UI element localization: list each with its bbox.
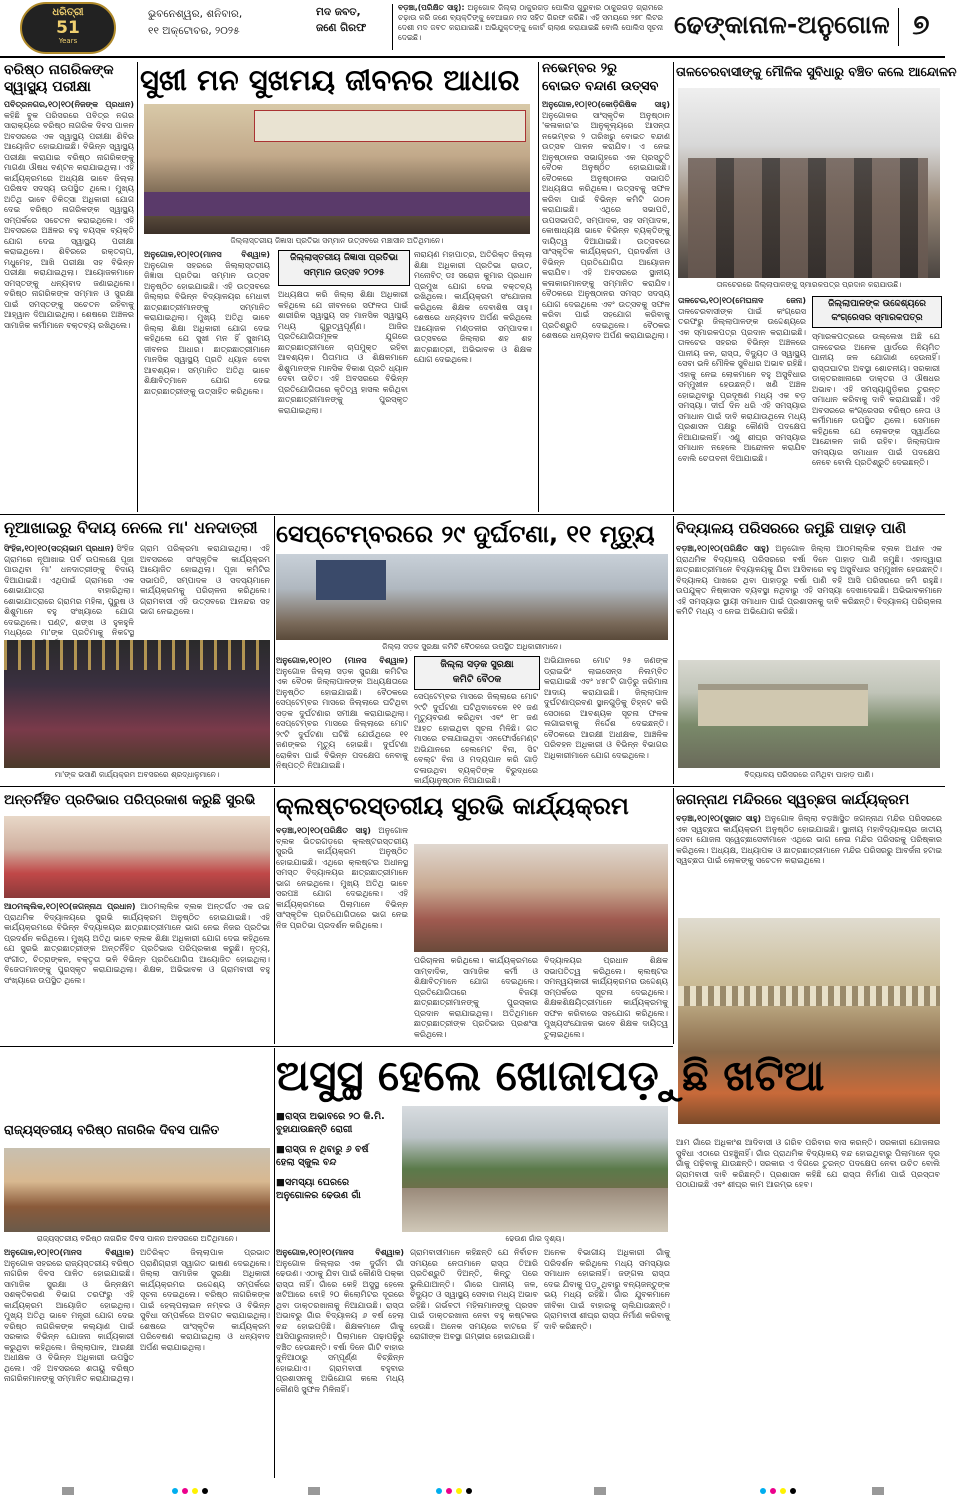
gray-swatch — [308, 1487, 320, 1495]
row-rule — [0, 1046, 673, 1047]
event-stage-photo — [144, 104, 530, 234]
headline: ବିଦ୍ୟାଳୟ ପରିସରରେ ଜମୁଛି ପାହାଡ଼ ପାଣି — [676, 521, 907, 537]
article-body-mid — [414, 956, 538, 1044]
gray-swatch — [62, 1487, 74, 1495]
body-text-right: ଗ୍ରାମ ପରିକ୍ରମା କରାଯାଇଥିଲା। ଏହି ଅବସରରେ ସାଂସ୍କୃତିକ କାର୍ଯ୍ୟକ୍ରମ ଆୟୋଜିତ ହୋଇଥିଲା। ପୂଜା କମିଟିର ସଭାପତି, ସମ୍ପାଦକ ଓ ସଦସ୍ୟମାନେ କାର୍ଯ୍ୟକ୍ରମକୁ ପରିଚାଳନା କରିଥିଲେ। ଗ୍ରାମବାସୀ ଏହି ଉତ୍ସବରେ ଆନନ୍ଦର ସହ ଭାଗ ନେଇଥିଲେ। — [140, 544, 270, 616]
article-body — [676, 814, 942, 912]
article-body-right — [544, 956, 668, 1044]
body-text-mid: ଅଧ୍ୟକ୍ଷତା କରି ଜିଲ୍ଲା ଶିକ୍ଷା ଅଧିକାରୀ କହିଥିଲେ ଯେ ଜୀବନରେ ସଫଳତା ପାଇଁ ଶାରୀରିକ ସ୍ୱାସ୍ଥ୍ୟ ସହ ମାନସିକ ସ୍ୱାସ୍ଥ୍ୟ ମଧ୍ୟ ଗୁରୁତ୍ୱପୂର୍ଣ୍ଣ। ଆଜିର ପ୍ରତିଯୋଗିତାମୂଳକ ଯୁଗରେ ଛାତ୍ରଛାତ୍ରୀମାନେ ଚାପମୁକ୍ତ ରହିବା ଆବଶ୍ୟକ। ପିତାମାତା ଓ ଶିକ୍ଷକମାନେ ଶିଶୁମାନଙ୍କ ମାନସିକ ବିକାଶ ପ୍ରତି ଧ୍ୟାନ ଦେବା ଉଚିତ। ଏହି ଅବସରରେ ବିଭିନ୍ନ ପ୍ରତିଯୋଗିତାରେ କୃତିତ୍ୱ ହାସଲ କରିଥିବା ଛାତ୍ରଛାତ୍ରୀମାନଙ୍କୁ ପୁରସ୍କୃତ କରାଯାଇଥିଲା। — [278, 290, 408, 415]
photo-caption: ଜିଲ୍ଲା ସଡ଼କ ସୁରକ୍ଷା କମିଟି ବୈଠକରେ ଉପସ୍ଥିତ ଅଧିକାରୀମାନେ। — [382, 642, 562, 651]
article-body-col1 — [276, 1248, 404, 1476]
article-talcher-agitation — [676, 60, 957, 512]
lights — [4, 640, 270, 670]
headline: ଅସୁସ୍ଥ ହେଲେ ଖୋଜାପଡ଼ୁଛି ଖଟିଆ — [276, 1051, 825, 1100]
article-body-left — [4, 1248, 134, 1476]
badge-title: ଧରିତ୍ରୀ — [52, 7, 84, 18]
body-text-col4: ଆମ ଗାଁରେ ଅଧିକାଂଶ ଆଦିବାସୀ ଓ ଗରିବ ପରିବାର ବାସ କରନ୍ତି। ସରକାରୀ ଯୋଜନାର ସୁବିଧା ଏଠାରେ ପହଞ୍ଚୁନାହିଁ। ଗାଁର ପ୍ରାଥମିକ ବିଦ୍ୟାଳୟ ବନ୍ଦ ହୋଇଥିବାରୁ ପିଲାମାନେ ଦୂର ଗାଁକୁ ପଢ଼ିବାକୁ ଯାଉଛନ୍ତି। ସରକାର ଏ ଦିଗରେ ତୁରନ୍ତ ପଦକ୍ଷେପ ନେବା ଉଚିତ ବୋଲି ଗ୍ରାମବାସୀ ଦାବି କରିଛନ୍ତି। ପ୍ରଶାସନ କହିଛି ଯେ ରାସ୍ତା ନିର୍ମାଣ ପାଇଁ ପ୍ରସ୍ତାବ ପଠାଯାଇଛି ଏବଂ ଶୀଘ୍ର କାମ ଆରମ୍ଭ ହେବ। — [676, 1138, 940, 1189]
bullet-text: ସମସ୍ୟା ଘେରରେ — [284, 1177, 350, 1188]
article-cot-ambulance — [276, 1051, 942, 1476]
photo-caption: ଜିଲ୍ଲାସ୍ତରୀୟ ଜିଜ୍ଞାସା ପ୍ରତିଭା ସମ୍ମାନ ଉତ୍ସବରେ ମଞ୍ଚାସୀନ ଅତିଥିମାନେ। — [230, 236, 444, 245]
badge-years: Years — [58, 37, 78, 45]
headline-line2: ସ୍ୱାସ୍ଥ୍ୟ ପରୀକ୍ଷା — [4, 79, 91, 95]
bullet-item — [276, 1176, 396, 1202]
dateline: ତାଳଚେର,୧୦|୧୦(ମେଘନାଦ ଜେନା) — [678, 296, 806, 305]
bullet-text: ବୁହାଯାଉଛନ୍ତି ରୋଗୀ — [276, 1124, 353, 1135]
school-photo — [678, 660, 940, 768]
body-text-mid: ପରିଚାଳନା କରିଥିଲେ। କାର୍ଯ୍ୟକ୍ରମରେ ସାମ୍ବାଦିକ, ସାମାଜିକ କର୍ମୀ ଓ ଶିକ୍ଷାବିତ୍ମାନେ ଯୋଗ ଦେଇଥିଲେ। ପ୍ରତିଯୋଗିତାରେ ବିଜୟୀ ଛାତ୍ରଛାତ୍ରୀମାନଙ୍କୁ ପୁରସ୍କାର ପ୍ରଦାନ କରାଯାଇଥିଲା। ଅତିଥିମାନେ ଛାତ୍ରଛାତ୍ରୀଙ୍କ ପ୍ରତିଭାର ପ୍ରଶଂସା କରିଥିଲେ। — [414, 956, 538, 1039]
bullet-square-icon: ■ — [276, 1111, 285, 1122]
yellow-dot — [780, 1488, 786, 1494]
dateline: ବଡ଼ଞ୍ଚା,୧୦|୧୦(ପରିକ୍ଷିତ ସାହୁ) — [676, 544, 770, 553]
dateline: ଅନୁଗୋଳ,୧୦|୧୦ (ମାନସ ବିଶ୍ୱାଳ) — [276, 656, 408, 665]
dateline: ବଡ଼ଞ୍ଚା,୧୦|୧୦(ପରିକ୍ଷିତ ସାହୁ) — [276, 826, 371, 835]
bullet-item — [276, 1110, 396, 1136]
people — [688, 158, 928, 278]
magenta-dot — [446, 1488, 452, 1494]
date-weekday: ଭୁବନେଶ୍ୱର, ଶନିବାର, — [148, 8, 243, 20]
sidebox-line2: ଜଣେ ଗିରଫ — [316, 22, 367, 34]
row-rule — [0, 786, 945, 787]
article-body-mid — [278, 290, 408, 512]
body-text-col3: ଅନେକ ବିଭାଗୀୟ ଅଧିକାରୀ ଗାଁକୁ ପରିଦର୍ଶନ କରିଥିଲେ ମଧ୍ୟ ସମସ୍ୟାର ସମାଧାନ ହୋଇନାହିଁ। ଜଙ୍ଗଲ ରାସ୍ତା ଦେଇ ଯିବାକୁ ପଡ଼ୁଥିବାରୁ ବନ୍ୟଜନ୍ତୁଙ୍କ ଭୟ ମଧ୍ୟ ରହିଛି। ଗାଁର ଯୁବକମାନେ ଜୀବିକା ପାଇଁ ବାହାରକୁ ଚାଲିଯାଉଛନ୍ତି। ଗ୍ରାମବାସୀ ଶୀଘ୍ର ରାସ୍ତା ନିର୍ମାଣ କରିବାକୁ ଦାବି କରିଛନ୍ତି। — [544, 1248, 670, 1331]
headline-line2: ବୋଇତ ବନ୍ଦାଣ ଉତ୍ସବ — [542, 79, 659, 94]
headline: ରାଜ୍ୟସ୍ତରୀୟ ବରିଷ୍ଠ ନାଗରିକ ଦିବସ ପାଳିତ — [4, 1122, 220, 1137]
article-body-right — [140, 544, 270, 636]
col-rule — [673, 788, 674, 1044]
article-happy-mind — [140, 60, 535, 512]
article-body-right — [812, 332, 940, 512]
black-dot — [790, 1488, 796, 1494]
headline — [542, 60, 670, 96]
roof — [402, 1188, 668, 1232]
article-nuakhai-farewell — [4, 516, 272, 782]
gray-swatch — [872, 1487, 884, 1495]
article-body-col3 — [544, 1248, 670, 1476]
body-text-col1: ଅନୁଗୋଳ ଜିଲ୍ଲାର ଏକ ଦୁର୍ଗମ ଗାଁ ଢେଉଣ। ଏଠାକୁ ଯିବା ପାଇଁ କୌଣସି ପକ୍କା ରାସ୍ତା ନାହିଁ। ଗାଁରେ କେହି ଅସୁସ୍ଥ ହେଲେ ଖଟିଆରେ ବୋହି ୨୦ କିଲୋମିଟର ଦୂରରେ ଥିବା ଡାକ୍ତରଖାନାକୁ ନିଆଯାଉଛି। ରାସ୍ତା ଅଭାବରୁ ଗାଁର ବିଦ୍ୟାଳୟ ୬ ବର୍ଷ ହେଲା ବନ୍ଦ ହୋଇପଡ଼ିଛି। ଶିକ୍ଷକମାନେ ଗାଁକୁ ଆସିପାରୁନାହାନ୍ତି। ପିଲାମାନେ ପଢ଼ାପଢ଼ିରୁ ବଞ୍ଚିତ ହେଉଛନ୍ତି। ବର୍ଷା ଦିନେ ଗାଁଟି ବାହାର ଦୁନିଆଠାରୁ ସମ୍ପୂର୍ଣ୍ଣ ବିଚ୍ଛିନ୍ନ ହୋଇଯାଏ। ଗ୍ରାମବାସୀ ବହୁବାର ପ୍ରଶାସନକୁ ଅଭିଯୋଗ କଲେ ମଧ୍ୟ କୌଣସି ସୁଫଳ ମିଳିନାହିଁ। — [276, 1258, 404, 1394]
body-text-mid: ସେପ୍ଟେମ୍ବର ମାସରେ ଜିଲ୍ଲାରେ ମୋଟ ୨୯ଟି ଦୁର୍ଘଟଣା ଘଟିଥିବାବେଳେ ୧୧ ଜଣ ମୃତ୍ୟୁବରଣ କରିଥିବା ଏବଂ ୧୮ ଜଣ ଆହତ ହୋଇଥିବା ସୂଚନା ମିଳିଛି। ଗତ ମାସରେ ଚଳାଯାଇଥିବା ଏନଫୋର୍ସମେଣ୍ଟ ଅଭିଯାନରେ ହେଲମେଟ ବିନା, ସିଟ ବେଲ୍ଟ ବିନା ଓ ମଦ୍ୟପାନ କରି ଗାଡ଼ି ଚଳାଉଥିବା ବ୍ୟକ୍ତିଙ୍କ ବିରୁଦ୍ଧରେ କାର୍ଯ୍ୟାନୁଷ୍ଠାନ ନିଆଯାଇଛି। — [414, 692, 538, 785]
page-number-divider — [898, 8, 899, 46]
article-body — [542, 100, 670, 512]
body-text: ଅନୁଗୋଳର ସାଂସ୍କୃତିକ ଅନୁଷ୍ଠାନ 'କଳାକାର'ର ଆନୁକୂଲ୍ୟରେ ଆସନ୍ତା ନଭେମ୍ବର ୨ ତାରିଖରୁ ବୋଇତ ବନ୍ଦାଣ ଉତ୍ସବ ପାଳନ କରାଯିବ। ଏ ନେଇ ଅନୁଷ୍ଠାନର ସଭାଗୃହରେ ଏକ ପ୍ରସ୍ତୁତି ବୈଠକ ଅନୁଷ୍ଠିତ ହୋଇଯାଇଛି। ବୈଠକରେ ଅନୁଷ୍ଠାନର ସଭାପତି ଅଧ୍ୟକ୍ଷତା କରିଥିଲେ। ଉତ୍ସବକୁ ସଫଳ କରିବା ପାଇଁ ବିଭିନ୍ନ କମିଟି ଗଠନ କରାଯାଇଛି। ଏଥିରେ ସଭାପତି, ଉପସଭାପତି, ସମ୍ପାଦକ, ସହ ସମ୍ପାଦକ, କୋଷାଧ୍ୟକ୍ଷ ଭାବେ ବିଭିନ୍ନ ବ୍ୟକ୍ତିଙ୍କୁ ଦାୟିତ୍ୱ ଦିଆଯାଇଛି। ଉତ୍ସବରେ ସାଂସ୍କୃତିକ କାର୍ଯ୍ୟକ୍ରମ, ପ୍ରଦର୍ଶନୀ ଓ ବିଭିନ୍ନ ପ୍ରତିଯୋଗିତା ଆୟୋଜନ କରାଯିବ। ଏହି ଅବସରରେ ସ୍ଥାନୀୟ କଳାକାରମାନଙ୍କୁ ସମ୍ମାନିତ କରାଯିବ। ବୈଠକରେ ଅନୁଷ୍ଠାନର ସମସ୍ତ ସଦସ୍ୟ ଯୋଗ ଦେଇଥିଲେ ଏବଂ ଉତ୍ସବକୁ ସଫଳ କରିବା ପାଇଁ ସହଯୋଗ କରିବାକୁ ପ୍ରତିଶ୍ରୁତି ଦେଇଥିଲେ। ବୈଠକର ଶେଷରେ ଧନ୍ୟବାଦ ଅର୍ପଣ କରାଯାଇଥିଲା। — [542, 110, 670, 340]
article-road-accidents — [276, 516, 670, 784]
article-body-right — [544, 656, 668, 784]
article-body-left — [144, 250, 270, 512]
photo-caption: ବିଦ୍ୟାଳୟ ପରିସରରେ ଜମିଥିବା ପାହାଡ଼ ପାଣି। — [744, 770, 874, 779]
body-text-right: ଅତିରିକ୍ତ ଜିଲ୍ଲାପାଳ ପ୍ରଭାତ ପ୍ରାଣିଗ୍ରାହୀ ସ୍ୱାଗତ ଭାଷଣ ଦେଇଥିଲେ। ଜିଲ୍ଲା ସାମାଜିକ ସୁରକ୍ଷା ଅଧିକାରୀ କାର୍ଯ୍ୟକ୍ରମର ଉଦ୍ଦେଶ୍ୟ ସମ୍ପର୍କରେ ସୂଚନା ଦେଇଥିଲେ। ବରିଷ୍ଠ ନାଗରିକଙ୍କ ପାଇଁ ହେଲ୍ପଲାଇନ ନମ୍ବର ଓ ବିଭିନ୍ନ ସୁବିଧା ସମ୍ପର୍କରେ ଅବଗତ କରାଯାଇଥିଲା। ଶେଷରେ ସାଂସ୍କୃତିକ କାର୍ଯ୍ୟକ୍ରମ ପରିବେଷଣ କରାଯାଇଥିଲା ଓ ଧନ୍ୟବାଦ ଅର୍ପଣ କରାଯାଇଥିଲା। — [140, 1248, 270, 1352]
body-text: ଅନୁଗୋଳ ଜିଲ୍ଲା ଆଠମଲ୍ଲିକ ବ୍ଲକ ଅଧୀନ ଏକ ପ୍ରାଥମିକ ବିଦ୍ୟାଳୟ ପରିସରରେ ବର୍ଷା ଦିନେ ପାହାଡ଼ ପାଣି ଜମୁଛି। ଏହାଦ୍ୱାରା ଛାତ୍ରଛାତ୍ରୀମାନେ ବିଦ୍ୟାଳୟକୁ ଯିବା ଆସିବାରେ ବହୁ ଅସୁବିଧାର ସମ୍ମୁଖୀନ ହେଉଛନ୍ତି। ବିଦ୍ୟାଳୟ ପାଖରେ ଥିବା ପାହାଡ଼ରୁ ବର୍ଷା ପାଣି ବହି ଆସି ପରିସରରେ ଜମି ରହୁଛି। ଉପଯୁକ୍ତ ନିଷ୍କାସନ ବ୍ୟବସ୍ଥା ନଥିବାରୁ ଏହି ସମସ୍ୟା ଦେଖାଦେଇଛି। ଅଭିଭାବକମାନେ ଏହି ସମସ୍ୟାର ସ୍ଥାୟୀ ସମାଧାନ ପାଇଁ ପ୍ରଶାସନକୁ ଦାବି କରିଛନ୍ତି। ବିଦ୍ୟାଳୟ ପରିଚାଳନା କମିଟି ମଧ୍ୟ ଏ ନେଇ ଅଭିଯୋଗ କରିଛି। — [676, 544, 942, 616]
photo-caption: ତାଳଚେରରେ ଜିଲ୍ଲାପାଳଙ୍କୁ ସ୍ମାରକପତ୍ର ପ୍ରଦାନ କରାଯାଉଛି। — [716, 280, 902, 289]
headline — [4, 62, 134, 96]
photo-caption: ଢେଉଣ ଗାଁର ଦୃଶ୍ୟ। — [505, 1234, 565, 1243]
senior-day-stage-photo — [4, 1148, 270, 1232]
subhead-box: ଜିଲ୍ଲାପାଳଙ୍କ ଉଦ୍ଦେଶ୍ୟରେ କଂଗ୍ରେସର ସ୍ମାରକପତ୍ର — [812, 296, 942, 328]
article-body-mid — [414, 692, 538, 784]
dateline: ପବିତ୍ରନଗର,୧୦|୧୦(ନିଜଙ୍କ ପ୍ରଧାନ) — [4, 100, 134, 109]
surabhi-stage-photo — [4, 816, 270, 898]
article-boita-bandana — [542, 60, 670, 512]
box-line1: ଜିଲ୍ଲା ସଡ଼କ ସୁରକ୍ଷା — [440, 659, 514, 670]
bullet-item — [276, 1143, 396, 1169]
magenta-dot — [770, 1488, 776, 1494]
dateline: ଅନୁଗୋଳ,୧୦|୧୦(ମାନସ ବିଶ୍ୱାଳ) — [4, 1248, 134, 1257]
headline: ତାଳଚେରବାସୀଙ୍କୁ ମୌଳିକ ସୁବିଧାରୁ ବଞ୍ଚିତ କଲେ ଆନ୍ଦୋଳନ — [676, 64, 957, 79]
body-text-left: ଅନୁଗୋଳ ସହରରେ ରାଜ୍ୟସ୍ତରୀୟ ବରିଷ୍ଠ ନାଗରିକ ଦିବସ ପାଳିତ ହୋଇଯାଇଛି। ସାମାଜିକ ସୁରକ୍ଷା ଓ ଭିନ୍ନକ୍ଷମ ସଶକ୍ତିକରଣ ବିଭାଗ ତରଫରୁ ଏହି କାର୍ଯ୍ୟକ୍ରମ ଆୟୋଜିତ ହୋଇଥିଲା। ମୁଖ୍ୟ ଅତିଥି ଭାବେ ମନ୍ତ୍ରୀ ଯୋଗ ଦେଇ ବରିଷ୍ଠ ନାଗରିକଙ୍କ କଲ୍ୟାଣ ପାଇଁ ସରକାର ବିଭିନ୍ନ ଯୋଜନା କାର୍ଯ୍ୟକାରୀ କରୁଥିବା କହିଥିଲେ। ଜିଲ୍ଲାପାଳ, ଆରକ୍ଷୀ ଅଧୀକ୍ଷକ ଓ ବିଭିନ୍ନ ଅଧିକାରୀ ଉପସ୍ଥିତ ଥିଲେ। ଏହି ଅବସରରେ ଶତାୟୁ ବରିଷ୍ଠ ନାଗରିକମାନଙ୍କୁ ସମ୍ମାନିତ କରାଯାଇଥିଲା। — [4, 1258, 134, 1383]
dateline: ଅନୁଗୋଳ,୧୦|୧୦(କୋଡ଼ିରିଷିକ ସାହୁ) — [542, 100, 670, 109]
col-rule — [673, 62, 674, 512]
cyan-dot — [760, 1488, 766, 1494]
body-text-right: ସ୍ମାରକପତ୍ରରେ ଉଲ୍ଲେଖ ଅଛି ଯେ ତାଳଚେରର ଅନେକ ୱାର୍ଡରେ ନିୟମିତ ପାନୀୟ ଜଳ ଯୋଗାଣ ହେଉନାହିଁ। ରାସ୍ତାଘାଟର ଅବସ୍ଥା ଶୋଚନୀୟ। ସରକାରୀ ଡାକ୍ତରଖାନାରେ ଡାକ୍ତର ଓ ଔଷଧର ଅଭାବ। ଏହି ସମସ୍ୟାଗୁଡ଼ିକର ତୁରନ୍ତ ସମାଧାନ କରିବାକୁ ଦାବି କରାଯାଇଛି। ଏହି ଅବସରରେ କଂଗ୍ରେସର ବରିଷ୍ଠ ନେତା ଓ କର୍ମୀମାନେ ଉପସ୍ଥିତ ଥିଲେ। ସେମାନେ କହିଥିଲେ ଯେ ଲୋକଙ୍କ ସ୍ୱାର୍ଥରେ ଆନ୍ଦୋଳନ ଜାରି ରହିବ। ଜିଲ୍ଲାପାଳ ସମସ୍ୟାର ସମାଧାନ ପାଇଁ ପଦକ୍ଷେପ ନେବେ ବୋଲି ପ୍ରତିଶ୍ରୁତି ଦେଇଛନ୍ତି। — [812, 332, 940, 467]
masthead-divider — [392, 4, 393, 50]
bullet-text: ରାସ୍ତା ଅଭାବରେ ୨୦ କି.ମି. — [284, 1111, 385, 1122]
body-text-left: ସିଂହିଜ ଗ୍ରାମରେ ନୂଆଖାଇ ପର୍ବ ଉପଲକ୍ଷେ ପୂଜା ପାଉଥିବା ମା' ଧନଦାତ୍ରୀଙ୍କୁ ବିଦାୟ ଦିଆଯାଇଛି। ଏଥିପାଇଁ ଗ୍ରାମରେ ଏକ ଶୋଭାଯାତ୍ରା ବାହାରିଥିଲା। ଶୋଭାଯାତ୍ରାରେ ଗ୍ରାମର ମହିଳା, ପୁରୁଷ ଓ ଶିଶୁମାନେ ବହୁ ସଂଖ୍ୟାରେ ଯୋଗ ଦେଇଥିଲେ। ଘଣ୍ଟ, ଶଙ୍ଖ ଓ ହୁଳହୁଳି ମଧ୍ୟରେ ମା'ଙ୍କ ପ୍ରତିମାକୁ ନିକଟସ୍ଥ — [4, 544, 134, 637]
dateline: ସିଂହିଜ,୧୦|୧୦(ସତ୍ୟଭାମ ପ୍ରଧାନ) — [4, 544, 114, 553]
meeting-photo — [276, 554, 668, 640]
memorandum-photo — [678, 88, 940, 278]
yellow-dot — [456, 1488, 462, 1494]
article-body — [676, 544, 942, 654]
col-rule — [274, 1048, 275, 1478]
black-dot — [202, 1488, 208, 1494]
article-body-right — [414, 250, 532, 512]
dateline: ଆଠମଲ୍ଲିକ,୧୦|୧୦(ଜଗନ୍ନାଥ ପ୍ରଧାନ) — [4, 902, 136, 911]
magenta-dot — [182, 1488, 188, 1494]
building — [698, 684, 868, 726]
anniversary-badge — [20, 2, 116, 54]
bullet-text: ଅନୁଗୋଳର ଢେଉଣ ଗାଁ — [276, 1190, 361, 1201]
article-senior-citizens-day — [4, 1118, 272, 1476]
dateline: ଅନୁଗୋଳ,୧୦|୧୦(ମାନସ ବିଶ୍ୱାଳ) — [276, 1248, 404, 1257]
cyan-dot — [172, 1488, 178, 1494]
body-text: ଅନୁଗୋଳ ଜିଲ୍ଲା ବଡ଼ଞ୍ଚାସ୍ଥିତ ଜଗନ୍ନାଥ ମନ୍ଦିର ପରିସରରେ ଏକ ସ୍ୱଚ୍ଛତା କାର୍ଯ୍ୟକ୍ରମ ଅନୁଷ୍ଠିତ ହୋଇଯାଇଛି। ସ୍ଥାନୀୟ ମହାବିଦ୍ୟାଳୟର ଜାତୀୟ ସେବା ଯୋଜନା ସ୍ୱେଚ୍ଛାସେବୀମାନେ ଏଥିରେ ଭାଗ ନେଇ ମନ୍ଦିର ପରିସରକୁ ପରିଷ୍କାର କରିଥିଲେ। ଅଧ୍ୟକ୍ଷ, ଅଧ୍ୟାପକ ଓ ଛାତ୍ରଛାତ୍ରୀମାନେ ମନ୍ଦିର ପରିସରରୁ ଆବର୍ଜନା ହଟାଇ ସ୍ୱଚ୍ଛତା ପାଇଁ ଲୋକଙ୍କୁ ସଚେତନ କରାଇଥିଲେ। — [676, 814, 942, 865]
body-text-col2: ଗ୍ରାମବାସୀମାନେ କହିଛନ୍ତି ଯେ ନିର୍ବାଚନ ସମୟରେ ନେତାମାନେ ରାସ୍ତା ତିଆରି ପ୍ରତିଶ୍ରୁତି ଦିଅନ୍ତି, କିନ୍ତୁ ପରେ ଭୁଲିଯାଆନ୍ତି। ଗାଁରେ ପାନୀୟ ଜଳ, ବିଦ୍ୟୁତ ଓ ସ୍ୱାସ୍ଥ୍ୟ ସେବାର ମଧ୍ୟ ଅଭାବ ରହିଛି। ଗର୍ଭବତୀ ମହିଳାମାନଙ୍କୁ ପ୍ରସବ ପାଇଁ ଡାକ୍ତରଖାନା ନେବା ବହୁ କଷ୍ଟକର ହେଉଛି। ଅନେକ ସମୟରେ ବାଟରେ ହିଁ ରୋଗୀଙ୍କ ଅବସ୍ଥା ଗମ୍ଭୀର ହୋଇଯାଉଛି। — [410, 1248, 538, 1341]
black-dot — [466, 1488, 472, 1494]
article-body-left — [4, 544, 134, 636]
masthead — [0, 0, 945, 56]
gray-swatch — [594, 1487, 606, 1495]
article-senior-health — [4, 62, 134, 510]
body-text-left: ତାଳଚେରବାସୀଙ୍କ ପାଇଁ କଂଗ୍ରେସ ତରଫରୁ ଜିଲ୍ଲାପାଳଙ୍କ ଉଦ୍ଦେଶ୍ୟରେ ଏକ ସ୍ମାରକପତ୍ର ପ୍ରଦାନ କରାଯାଇଛି। ତାଳଚେର ସହରର ବିଭିନ୍ନ ଅଞ୍ଚଳରେ ପାନୀୟ ଜଳ, ରାସ୍ତା, ବିଦ୍ୟୁତ ଓ ସ୍ୱାସ୍ଥ୍ୟ ସେବା ଭଳି ମୌଳିକ ସୁବିଧାର ଅଭାବ ରହିଛି। ଏହାକୁ ନେଇ ଲୋକମାନେ ବହୁ ଅସୁବିଧାର ସମ୍ମୁଖୀନ ହେଉଛନ୍ତି। ଖଣି ଅଞ୍ଚଳ ହୋଇଥିବାରୁ ପ୍ରଦୂଷଣ ମଧ୍ୟ ଏକ ବଡ଼ ସମସ୍ୟା। ଦୀର୍ଘ ଦିନ ଧରି ଏହି ସମସ୍ୟାର ସମାଧାନ ପାଇଁ ଦାବି କରାଯାଉଥିଲେ ମଧ୍ୟ ପ୍ରଶାସନ ପକ୍ଷରୁ କୌଣସି ପଦକ୍ଷେପ ନିଆଯାଇନାହିଁ। ଏଣୁ ଶୀଘ୍ର ସମସ୍ୟାର ସମାଧାନ ନହେଲେ ଆନ୍ଦୋଳନ କରାଯିବ ବୋଲି ଚେତାବନୀ ଦିଆଯାଇଛି। — [678, 306, 806, 463]
bullet-square-icon: ■ — [276, 1177, 285, 1188]
body-text-right: ନାରାୟଣ ମହାପାତ୍ର, ଅତିରିକ୍ତ ଜିଲ୍ଲା ଶିକ୍ଷା ଅଧିକାରୀ ପ୍ରତିଭା ରାଉତ, ମନୋବିତ୍ ଡଃ ସରୋଜ କୁମାର ପ୍ରଧାନ ପ୍ରମୁଖ ଯୋଗ ଦେଇ ବକ୍ତବ୍ୟ ରଖିଥିଲେ। କାର୍ଯ୍ୟକ୍ରମ ସଂଯୋଜନା କରିଥିଲେ ଶିକ୍ଷକ ଦେବାଶିଷ ସାହୁ। ଶେଷରେ ଧନ୍ୟବାଦ ଅର୍ପଣ କରିଥିଲେ ଆୟୋଜକ ମଣ୍ଡଳୀର ସମ୍ପାଦକ। ଉତ୍ସବରେ ଜିଲ୍ଲାର ଶହ ଶହ ଛାତ୍ରଛାତ୍ରୀ, ଅଭିଭାବକ ଓ ଶିକ୍ଷକ ଯୋଗ ଦେଇଥିଲେ। — [414, 250, 532, 364]
article-body-right — [140, 1248, 270, 1476]
page-number: ୭ — [912, 8, 930, 41]
railing — [678, 986, 940, 1006]
box-line2: ସମ୍ମାନ ଉତ୍ସବ ୨୦୨୫ — [303, 268, 385, 278]
headline: ନୂଆଖାଇରୁ ବିଦାୟ ନେଲେ ମା' ଧନଦାତ୍ରୀ — [4, 518, 258, 537]
headline: ଅନ୍ତର୍ନିହିତ ପ୍ରତିଭାର ପରିପ୍ରକାଶ କରୁଛି ସୁରଭି — [4, 792, 256, 808]
dateline: ଅନୁଗୋଳ,୧୦|୧୦(ମାନସ ବିଶ୍ୱାଳ) — [144, 250, 270, 259]
body-text-left: ଅନୁଗୋଳ ବ୍ଲକ ଭିତରଗଡ଼ରେ କ୍ଲଷ୍ଟରସ୍ତରୀୟ ସୁରଭି କାର୍ଯ୍ୟକ୍ରମ ଅନୁଷ୍ଠିତ ହୋଇଯାଇଛି। ଏଥିରେ କ୍ଲଷ୍ଟର ଅଧୀନସ୍ଥ ସମସ୍ତ ବିଦ୍ୟାଳୟର ଛାତ୍ରଛାତ୍ରୀମାନେ ଭାଗ ନେଇଥିଲେ। ମୁଖ୍ୟ ଅତିଥି ଭାବେ ସରପଞ୍ଚ ଯୋଗ ଦେଇଥିଲେ। ଏହି କାର୍ଯ୍ୟକ୍ରମରେ ପିଲାମାନେ ବିଭିନ୍ନ ସାଂସ୍କୃତିକ ପ୍ରତିଯୋଗିତାରେ ଭାଗ ନେଇ ନିଜ ପ୍ରତିଭା ପ୍ରଦର୍ଶନ କରିଥିଲେ। — [276, 826, 408, 930]
article-body-col2 — [410, 1248, 538, 1476]
bullet-square-icon: ■ — [276, 1144, 285, 1155]
banner — [254, 110, 526, 142]
headline-line1: ନଭେମ୍ବର ୨ରୁ — [542, 61, 617, 76]
yellow-dot — [192, 1488, 198, 1494]
headline: ସେପ୍ଟେମ୍ବରରେ ୨୯ ଦୁର୍ଘଟଣା, ୧୧ ମୃତ୍ୟୁ — [276, 520, 655, 548]
headline: ସୁଖୀ ମନ ସୁଖମୟ ଜୀବନର ଆଧାର — [140, 63, 520, 97]
row-rule — [0, 514, 945, 515]
article-surabhi-talent — [4, 788, 272, 1042]
badge-number: 51 — [56, 18, 80, 38]
masthead-date — [148, 6, 298, 40]
photo-caption: ମା'ଙ୍କ ଭସାଣି କାର୍ଯ୍ୟକ୍ରମ ଅବସରରେ ଶ୍ରଦ୍ଧାଳୁମାନେ। — [54, 770, 220, 779]
brief-text: ଅନୁଗୋଳ ଜିଲ୍ଲା ଠାକୁରଗଡ଼ ପୋଲିସ ଗୁରୁବାର ଠାକୁରଗଡ଼ ଗ୍ରାମରେ ଚଢ଼ାଉ କରି ଜଣେ ବ୍ୟକ୍ତିଙ୍କୁ ବେଆଇନ ମଦ ସହିତ ଗିରଫ କରିଛି। ଏହି ସମୟରେ ୨୭୮ ଲିଟର ଦେଶୀ ମଦ ଜବତ କରାଯାଇଛି। ଅଭିଯୁକ୍ତଙ୍କୁ କୋର୍ଟ ଚାଲାଣ କରାଯାଇଛି ବୋଲି ପୋଲିସ ସୂଚନା ଦେଇଛି। — [398, 3, 663, 42]
col-rule — [137, 62, 138, 512]
procession-photo — [4, 640, 270, 768]
headline-line1: ବରିଷ୍ଠ ନାଗରିକଙ୍କ — [4, 62, 114, 78]
cluster-event-photo — [414, 844, 668, 952]
sidebox-line1: ମଦ ଜବତ, — [316, 6, 361, 18]
table — [144, 192, 530, 216]
box-line2: କମିଟି ବୈଠକ — [452, 674, 502, 685]
dateline: ବଡ଼ଞ୍ଚା,୧୦|୧୦(ସୁଜାତ ସାହୁ) — [676, 814, 762, 823]
date-full: ୧୧ ଅକ୍ଟୋବର, ୨୦୨୫ — [148, 25, 240, 37]
bullet-text: ରାସ୍ତା ନ ଥିବାରୁ ୬ ବର୍ଷ — [284, 1144, 369, 1155]
masthead-sidebox — [316, 4, 388, 36]
article-school-waterlogging — [676, 516, 942, 784]
col-rule — [673, 516, 674, 784]
highlight-box — [278, 250, 410, 286]
box-line1: ଜିଲ୍ଲାସ୍ତରୀୟ ଜିଜ୍ଞାସା ପ୍ରତିଭା — [290, 253, 398, 263]
col-rule — [538, 62, 539, 512]
body-text-left: ଅନୁଗୋଳ ଜିଲ୍ଲା ସଡ଼କ ସୁରକ୍ଷା କମିଟିର ଏକ ବୈଠକ ଜିଲ୍ଲାପାଳଙ୍କ ଅଧ୍ୟକ୍ଷତାରେ ଅନୁଷ୍ଠିତ ହୋଇଯାଇଛି। ବୈଠକରେ ସେପ୍ଟେମ୍ବର ମାସରେ ଜିଲ୍ଲାରେ ଘଟିଥିବା ସଡ଼କ ଦୁର୍ଘଟଣାର ସମୀକ୍ଷା କରାଯାଇଥିଲା। ସେପ୍ଟେମ୍ବର ମାସରେ ଜିଲ୍ଲାରେ ମୋଟ ୨୯ଟି ଦୁର୍ଘଟଣା ଘଟିଛି ଯେଉଁଥିରେ ୧୧ ଜଣଙ୍କର ମୃତ୍ୟୁ ହୋଇଛି। ଦୁର୍ଘଟଣା ରୋକିବା ପାଇଁ ବିଭିନ୍ନ ପଦକ୍ଷେପ ନେବାକୁ ନିଷ୍ପତ୍ତି ନିଆଯାଇଛି। — [276, 666, 408, 770]
col-rule — [274, 516, 275, 784]
body-text: ଆଠମଲ୍ଲିକ ବ୍ଲକ ଅନ୍ତର୍ଗତ ଏକ ଉଚ୍ଚ ପ୍ରାଥମିକ ବିଦ୍ୟାଳୟରେ ସୁରଭି କାର୍ଯ୍ୟକ୍ରମ ଅନୁଷ୍ଠିତ ହୋଇଯାଇଛି। ଏହି କାର୍ଯ୍ୟକ୍ରମରେ ବିଭିନ୍ନ ବିଦ୍ୟାଳୟର ଛାତ୍ରଛାତ୍ରୀମାନେ ଭାଗ ନେଇ ନିଜର ପ୍ରତିଭା ପ୍ରଦର୍ଶନ କରିଥିଲେ। ମୁଖ୍ୟ ଅତିଥି ଭାବେ ବ୍ଲକ ଶିକ୍ଷା ଅଧିକାରୀ ଯୋଗ ଦେଇ କହିଥିଲେ ଯେ ସୁରଭି ଛାତ୍ରଛାତ୍ରୀଙ୍କ ଅନ୍ତର୍ନିହିତ ପ୍ରତିଭାର ପରିପ୍ରକାଶ କରୁଛି। ନୃତ୍ୟ, ସଂଗୀତ, ଚିତ୍ରାଙ୍କନ, ବକ୍ତୃତା ଭଳି ବିଭିନ୍ନ ପ୍ରତିଯୋଗିତା ଆୟୋଜିତ ହୋଇଥିଲା। ବିଜେତାମାନଙ୍କୁ ପୁରସ୍କୃତ କରାଯାଇଥିଲା। ଶିକ୍ଷକ, ଅଭିଭାବକ ଓ ଗ୍ରାମବାସୀ ବହୁ ସଂଖ୍ୟାରେ ଉପସ୍ଥିତ ଥିଲେ। — [4, 902, 270, 985]
village-photo — [402, 1106, 668, 1232]
body-text-right: ଅଭିଯାନରେ ମୋଟ ୨୫ ଜଣଙ୍କ ଡ୍ରାଇଭିଂ ଲାଇସେନ୍ସ ନିଲମ୍ବିତ କରାଯାଇଛି ଏବଂ ୪୫୮ଟି ଗାଡ଼ିରୁ ଜରିମାନା ଆଦାୟ କରାଯାଇଛି। ଜିଲ୍ଲାପାଳ ଦୁର୍ଘଟଣାପ୍ରବଣ ସ୍ଥାନଗୁଡ଼ିକୁ ଚିହ୍ନଟ କରି ସେଠାରେ ଆବଶ୍ୟକ ସୂଚନା ଫଳକ ଲଗାଇବାକୁ ନିର୍ଦ୍ଦେଶ ଦେଇଛନ୍ତି। ବୈଠକରେ ଆରକ୍ଷୀ ଅଧୀକ୍ଷକ, ଆଞ୍ଚଳିକ ପରିବହନ ଅଧିକାରୀ ଓ ବିଭିନ୍ନ ବିଭାଗର ଅଧିକାରୀମାନେ ଯୋଗ ଦେଇଥିଲେ। — [544, 656, 668, 760]
section-title: ଢେଙ୍କାନାଳ-ଅନୁଗୋଳ — [674, 10, 890, 39]
article-body-left — [678, 296, 806, 512]
print-registration-bar — [0, 1484, 945, 1498]
masthead-rule — [0, 56, 945, 58]
photo-caption: ରାଜ୍ୟସ୍ତରୀୟ ବରିଷ୍ଠ ନାଗରିକ ଦିବସ ପାଳନ ଅବସରରେ ଅତିଥିମାନେ। — [36, 1234, 238, 1243]
article-body-col4 — [676, 1138, 940, 1476]
highlight-box — [414, 656, 540, 690]
headline: ଜଗନ୍ନାଥ ମନ୍ଦିରରେ ସ୍ୱଚ୍ଛତା କାର୍ଯ୍ୟକ୍ରମ — [676, 792, 910, 808]
bullet-panel — [276, 1110, 396, 1230]
bullet-text: ହେଲା ସ୍କୁଲ ବନ୍ଦ — [276, 1157, 337, 1168]
article-body-left — [276, 656, 408, 784]
body-text-left: ଅନୁଗୋଳ ସହରରେ ଜିଲ୍ଲାସ୍ତରୀୟ ଜିଜ୍ଞାସା ପ୍ରତିଭା ସମ୍ମାନ ଉତ୍ସବ ଅନୁଷ୍ଠିତ ହୋଇଯାଇଛି। ଏହି ଉତ୍ସବରେ ଜିଲ୍ଲାର ବିଭିନ୍ନ ବିଦ୍ୟାଳୟର ମେଧାବୀ ଛାତ୍ରଛାତ୍ରୀମାନଙ୍କୁ ସମ୍ମାନିତ କରାଯାଇଥିଲା। ମୁଖ୍ୟ ଅତିଥି ଭାବେ ଜିଲ୍ଲା ଶିକ୍ଷା ଅଧିକାରୀ ଯୋଗ ଦେଇ କହିଥିଲେ ଯେ ସୁଖୀ ମନ ହିଁ ସୁଖମୟ ଜୀବନର ଆଧାର। ଛାତ୍ରଛାତ୍ରୀମାନେ ମାନସିକ ସ୍ୱାସ୍ଥ୍ୟ ପ୍ରତି ଧ୍ୟାନ ଦେବା ଆବଶ୍ୟକ। ସମ୍ମାନିତ ଅତିଥି ଭାବେ ଶିକ୍ଷାବିତ୍ମାନେ ଯୋଗ ଦେଇ ଛାତ୍ରଛାତ୍ରୀଙ୍କୁ ଉତ୍ସାହିତ କରିଥିଲେ। — [144, 260, 270, 396]
masthead-brief — [398, 3, 663, 53]
cyan-dot — [436, 1488, 442, 1494]
brief-dateline: ବଡ଼ଞ୍ଚା,(ପରିକ୍ଷିତ ସାହୁ): — [398, 3, 465, 12]
article-body — [4, 100, 134, 508]
article-body-left — [276, 826, 408, 1044]
article-cluster-surabhi — [276, 788, 670, 1044]
headline: କ୍ଲଷ୍ଟରସ୍ତରୀୟ ସୁରଭି କାର୍ଯ୍ୟକ୍ରମ — [276, 792, 629, 820]
col-rule — [274, 788, 275, 1044]
body-text: କହିଛି ବୁକ ପରିସରରେ ପବିତ୍ର ନଗର ସାରାକ୍ୟରେ ବରିଷ୍ଠ ନାଗରିକ ଦିବସ ପାଳନ ଅବସରରେ ଏକ ସ୍ୱାସ୍ଥ୍ୟ ପରୀକ୍ଷା ଶିବିର ଆୟୋଜିତ ହୋଇଯାଇଛି। ବିଭିନ୍ନ ସ୍ୱାସ୍ଥ୍ୟ ପରୀକ୍ଷା କରାଯାଇ ବରିଷ୍ଠ ନାଗରିକଙ୍କୁ ମାଗଣା ଔଷଧ ବଣ୍ଟନ କରାଯାଇଥିଲା। ଏହି କାର୍ଯ୍ୟକ୍ରମରେ ଅଧ୍ୟକ୍ଷ ଭାବେ ଜିଲ୍ଲା ପରିଷଦ ସଦସ୍ୟ ଉପସ୍ଥିତ ଥିଲେ। ମୁଖ୍ୟ ଅତିଥି ଭାବେ ଚିକିତ୍ସା ଅଧିକାରୀ ଯୋଗ ଦେଇ ବରିଷ୍ଠ ନାଗରିକଙ୍କ ସ୍ୱାସ୍ଥ୍ୟ ସମ୍ପର୍କରେ ସଚେତନ କରାଇଥିଲେ। ଏହି ଅବସରରେ ଅଞ୍ଚଳର ବହୁ ବୟସ୍କ ବ୍ୟକ୍ତି ଯୋଗ ଦେଇ ସ୍ୱାସ୍ଥ୍ୟ ପରୀକ୍ଷା କରାଇଥିଲେ। ଶିବିରରେ ରକ୍ତଚାପ, ମଧୁମେହ, ଆଖି ପରୀକ୍ଷା ସହ ବିଭିନ୍ନ ପରୀକ୍ଷା କରାଯାଇଥିଲା। ଆୟୋଜକମାନେ ସମସ୍ତଙ୍କୁ ଧନ୍ୟବାଦ ଜଣାଇଥିଲେ। ବରିଷ୍ଠ ନାଗରିକଙ୍କ ସମ୍ମାନ ଓ ସୁରକ୍ଷା ପାଇଁ ସମସ୍ତଙ୍କୁ ସଚେତନ ରହିବାକୁ ଆହ୍ୱାନ ଦିଆଯାଇଥିଲା। ଶେଷରେ ଅଞ୍ଚଳର ସାମାଜିକ କର୍ମୀମାନେ ବକ୍ତବ୍ୟ ରଖିଥିଲେ। — [4, 110, 134, 330]
screen — [316, 560, 386, 600]
article-body — [4, 902, 270, 1042]
body-text-right: ବିଦ୍ୟାଳୟର ପ୍ରଧାନ ଶିକ୍ଷକ ସଭାପତିତ୍ୱ କରିଥିଲେ। କ୍ଲଷ୍ଟର ସମନ୍ୱୟକାରୀ କାର୍ଯ୍ୟକ୍ରମର ଉଦ୍ଦେଶ୍ୟ ସମ୍ପର୍କରେ ସୂଚନା ଦେଇଥିଲେ। ଶିକ୍ଷକଶିକ୍ଷୟିତ୍ରୀମାନେ କାର୍ଯ୍ୟକ୍ରମକୁ ସଫଳ କରିବାରେ ସହଯୋଗ କରିଥିଲେ। ମୁଖ୍ୟସଂଯୋଜକ ଭାବେ ଶିକ୍ଷକ ଦାୟିତ୍ୱ ତୁଲାଇଥିଲେ। — [544, 956, 668, 1039]
